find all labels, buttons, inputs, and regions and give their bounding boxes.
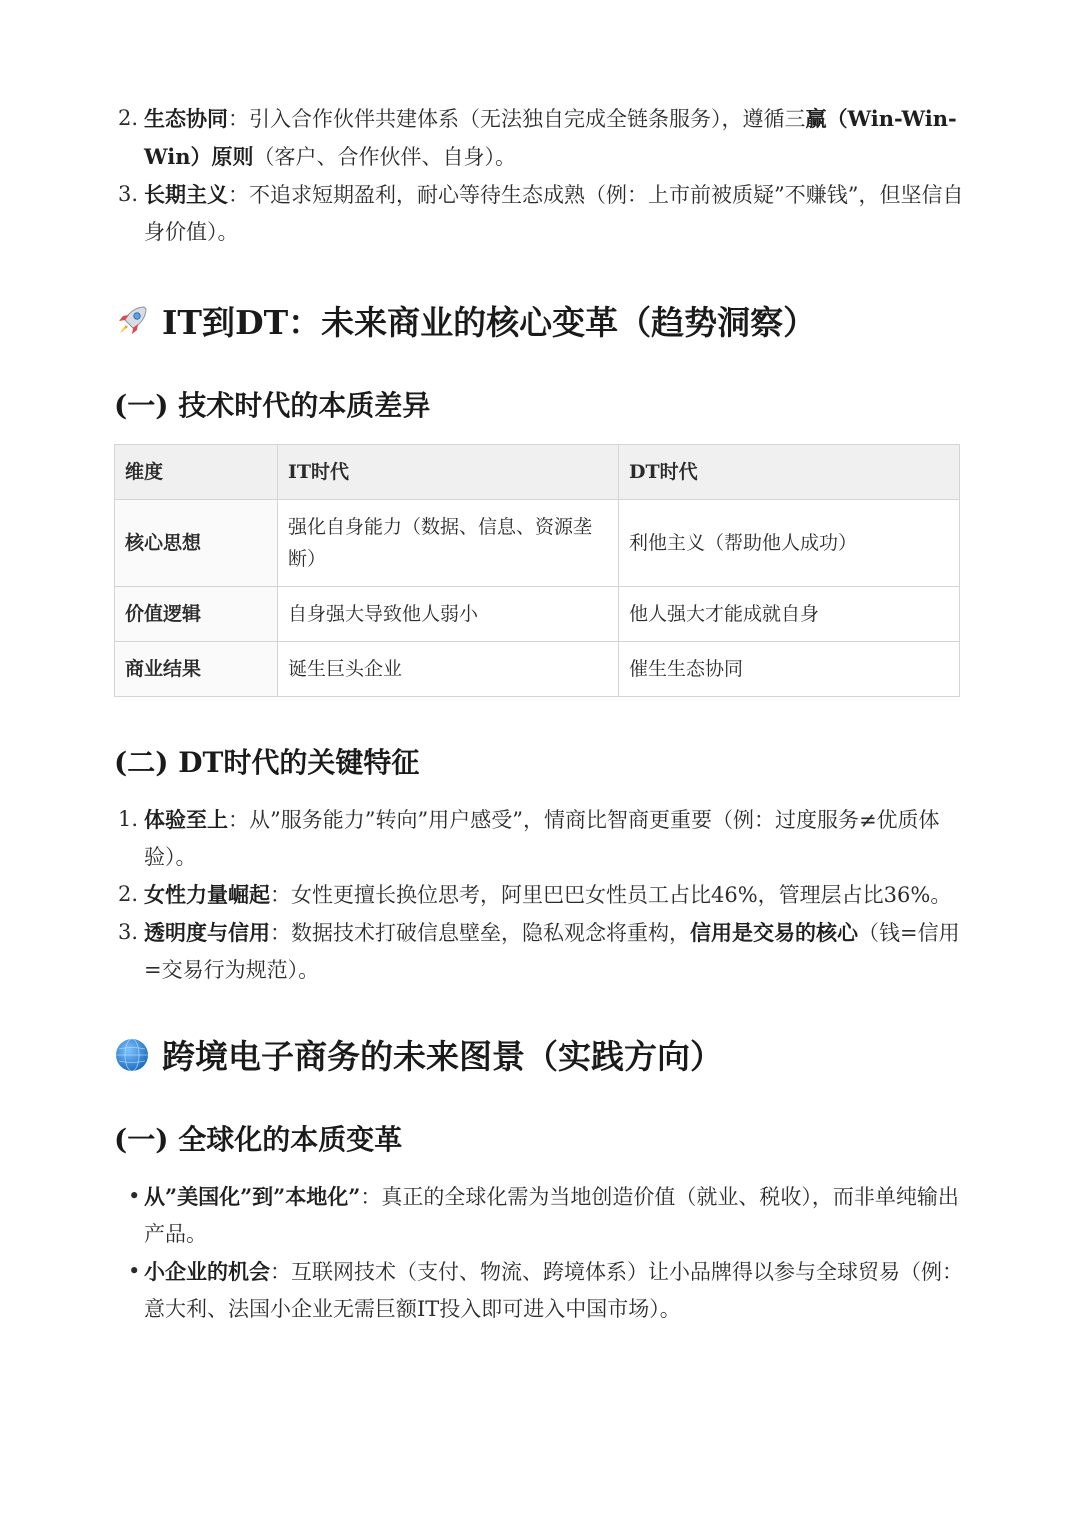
document-page [114, 100, 964, 1328]
list-number: 1. [118, 807, 139, 831]
table-cell-key: 核心思想 [115, 500, 278, 587]
table-cell: 自身强大导致他人弱小 [278, 587, 619, 642]
table-cell: 他人强大才能成就自身 [619, 587, 960, 642]
subsection-heading: (二) DT时代的关键特征 [114, 746, 420, 779]
table-cell-key: 商业结果 [115, 642, 278, 697]
section-title: IT到DT：未来商业的核心变革（趋势洞察） [162, 303, 817, 342]
list-item-text: ：从”服务能力”转向”用户感受”，情商比智商更重要（例：过度服务≠优质体验）。 [144, 808, 940, 869]
list-item [114, 100, 964, 176]
bullet-marker: • [128, 1184, 141, 1208]
table-header-cell: 维度 [115, 445, 278, 500]
top-numbered-list [114, 100, 964, 251]
list-item [114, 914, 964, 989]
table-row [115, 587, 960, 642]
list-item-bold: 从”美国化”到”本地化” [144, 1184, 361, 1209]
section-heading-cross-border [114, 1031, 964, 1078]
list-item-text: ：不追求短期盈利，耐心等待生态成熟（例：上市前被质疑”不赚钱”，但坚信自身价值）。 [144, 183, 964, 244]
subsection-heading: (一) 全球化的本质变革 [114, 1123, 403, 1156]
list-item-bold: 长期主义 [144, 182, 228, 207]
dt-features-list [114, 801, 964, 989]
list-item [114, 876, 964, 914]
list-item-text: （钱=信用=交易行为规范）。 [144, 921, 960, 982]
table-cell: 催生生态协同 [619, 642, 960, 697]
list-item [114, 801, 964, 876]
list-number: 2. [118, 106, 139, 130]
list-item-bold: 信用是交易的核心 [690, 920, 858, 945]
globe-icon [114, 1037, 150, 1073]
list-number: 3. [118, 182, 139, 206]
list-number: 2. [118, 882, 139, 906]
list-item-text: （客户、合作伙伴、自身）。 [253, 145, 516, 169]
table-cell: 诞生巨头企业 [278, 642, 619, 697]
list-item-text: ：女性更擅长换位思考，阿里巴巴女性员工占比46%，管理层占比36%。 [270, 883, 952, 907]
list-item-text: ：互联网技术（支付、物流、跨境体系）让小品牌得以参与全球贸易（例：意大利、法国小企业无需巨额IT投入即可进入中国市场）。 [144, 1260, 963, 1321]
section-heading-it-dt [114, 297, 964, 344]
globalization-list [114, 1178, 964, 1328]
list-item-bold: 赢（Win-Win-Win）原则 [144, 106, 957, 169]
section-title: 跨境电子商务的未来图景（实践方向） [162, 1037, 723, 1076]
list-item-bold: 生态协同 [144, 106, 228, 131]
list-item-text: ：引入合作伙伴共建体系（无法独自完成全链条服务），遵循三 [228, 107, 806, 131]
table-header-cell: IT时代 [278, 445, 619, 500]
comparison-table [114, 444, 960, 697]
list-item-text: ：真正的全球化需为当地创造价值（就业、税收），而非单纯输出产品。 [144, 1185, 959, 1246]
subsection-heading: (一) 技术时代的本质差异 [114, 389, 431, 422]
list-item-bold: 体验至上 [144, 807, 228, 832]
list-item-bold: 小企业的机会 [144, 1259, 270, 1284]
table-row [115, 642, 960, 697]
table-cell-key: 价值逻辑 [115, 587, 278, 642]
list-item [114, 1178, 964, 1253]
table-cell: 强化自身能力（数据、信息、资源垄断） [278, 500, 619, 587]
bullet-marker: • [128, 1259, 141, 1283]
list-item [114, 1253, 964, 1328]
table-row [115, 500, 960, 587]
list-number: 3. [118, 920, 139, 944]
list-item-text: ：数据技术打破信息壁垒，隐私观念将重构， [270, 921, 690, 945]
table-header-cell: DT时代 [619, 445, 960, 500]
rocket-icon [114, 303, 150, 339]
list-item-bold: 女性力量崛起 [144, 882, 270, 907]
table-header-row [115, 445, 960, 500]
list-item-bold: 透明度与信用 [144, 920, 270, 945]
table-cell: 利他主义（帮助他人成功） [619, 500, 960, 587]
list-item [114, 176, 964, 251]
